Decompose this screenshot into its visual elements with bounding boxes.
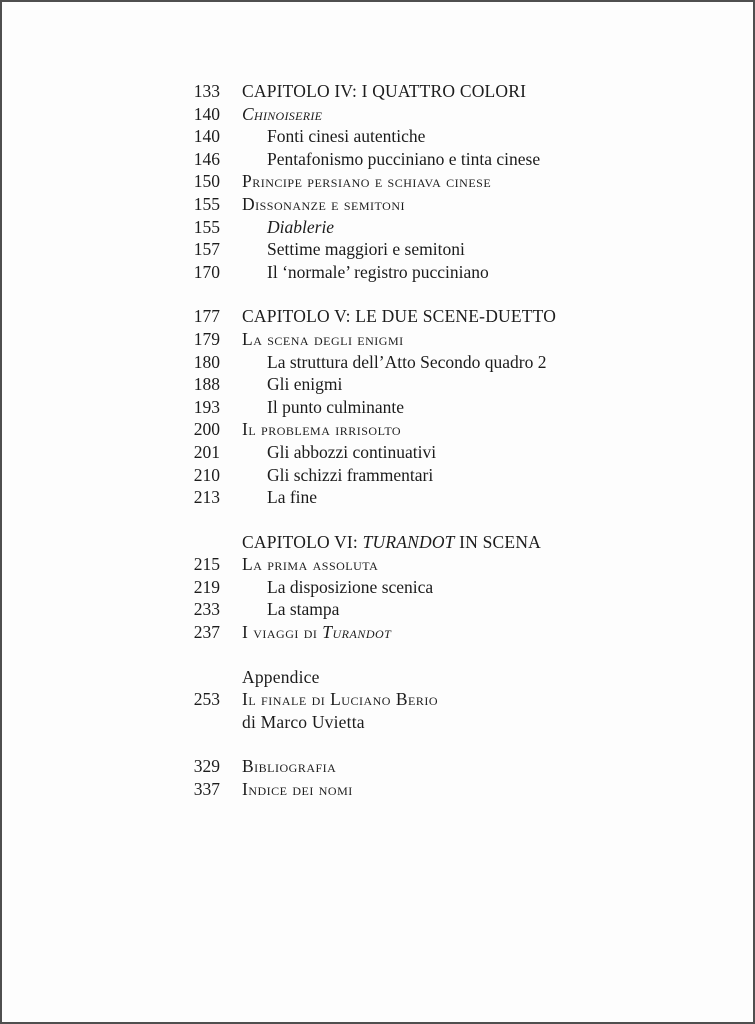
toc-row [152, 125, 753, 148]
toc-entry-title-part: Pentafonismo pucciniano e tinta cinese [267, 148, 541, 169]
toc-row [152, 755, 753, 778]
toc-entry-title [242, 396, 404, 419]
page-number: 177 [193, 306, 220, 327]
toc-entry-title-italic-part: Turandot [322, 622, 392, 643]
page-number: 233 [193, 599, 220, 620]
page-number: 219 [193, 576, 220, 597]
toc-row [152, 193, 753, 216]
toc-row [152, 576, 753, 599]
toc-row [152, 261, 753, 284]
toc-entry-title [242, 778, 353, 801]
toc-entry-title-part: Fonti cinesi autentiche [267, 126, 426, 147]
toc-section [152, 666, 753, 734]
page-number: 253 [193, 689, 220, 710]
toc-entry-title [242, 711, 365, 734]
toc-row [152, 531, 753, 554]
toc-row [152, 351, 753, 374]
toc-entry-title-part: I viaggi di [242, 622, 323, 643]
toc-entry-title-italic-part: Diablerie [267, 216, 335, 237]
toc-entry-title [242, 553, 378, 576]
toc-row [152, 621, 753, 644]
toc-entry-title-italic-part: TURANDOT [362, 531, 455, 552]
page-number: 150 [193, 171, 220, 192]
page-number: 140 [193, 126, 220, 147]
toc-row [152, 80, 753, 103]
toc-entry-title [242, 621, 391, 644]
toc-entry-title [242, 170, 491, 193]
toc-entry-title [242, 216, 334, 239]
toc-row [152, 778, 753, 801]
toc-entry-title-part: Gli schizzi frammentari [267, 464, 434, 485]
toc-entry-title-part: Indice dei nomi [242, 779, 353, 800]
toc-row [152, 666, 753, 689]
toc-entry-title-part: Gli enigmi [267, 374, 343, 395]
table-of-contents [2, 2, 753, 801]
toc-entry-title [242, 755, 336, 778]
toc-row [152, 486, 753, 509]
toc-entry-title [242, 688, 438, 711]
toc-entry-title [242, 598, 339, 621]
toc-entry-title [242, 464, 433, 487]
toc-entry-title [242, 576, 433, 599]
page-number: 200 [193, 419, 220, 440]
toc-row [152, 216, 753, 239]
toc-row [152, 598, 753, 621]
toc-entry-title-italic-part: Chinoiserie [242, 103, 323, 124]
page-number: 215 [193, 554, 220, 575]
toc-entry-title [242, 666, 320, 689]
toc-entry-title [242, 373, 342, 396]
toc-row [152, 441, 753, 464]
page-number: 155 [193, 193, 220, 214]
toc-entry-title [242, 148, 540, 171]
toc-row [152, 328, 753, 351]
toc-row [152, 103, 753, 126]
page-number: 170 [193, 261, 220, 282]
toc-entry-title [242, 103, 322, 126]
toc-entry-title-part: CAPITOLO VI: [242, 531, 363, 552]
toc-row [152, 396, 753, 419]
toc-row [152, 305, 753, 328]
toc-entry-title [242, 328, 404, 351]
page-number: 133 [193, 81, 220, 101]
toc-entry-title-part: La struttura dell’Atto Secondo quadro 2 [267, 351, 547, 372]
toc-entry-title-part: La scena degli enigmi [242, 328, 404, 349]
toc-row [152, 238, 753, 261]
toc-entry-title-part: Il finale di Luciano Berio [242, 689, 439, 710]
page-number: 337 [193, 779, 220, 800]
toc-section [152, 80, 753, 283]
page-number: 210 [193, 464, 220, 485]
toc-row [152, 373, 753, 396]
toc-entry-title-part: di Marco Uvietta [242, 711, 365, 732]
toc-row [152, 148, 753, 171]
toc-entry-title [242, 486, 317, 509]
toc-entry-title [242, 80, 526, 103]
toc-entry-title-part: La stampa [267, 599, 340, 620]
toc-row [152, 553, 753, 576]
toc-entry-title [242, 418, 401, 441]
toc-entry-title-part: CAPITOLO IV: I QUATTRO COLORI [242, 81, 527, 101]
toc-row [152, 688, 753, 711]
toc-entry-title-part: Il problema irrisolto [242, 419, 402, 440]
toc-entry-title [242, 531, 541, 554]
toc-section [152, 755, 753, 800]
toc-entry-title [242, 125, 425, 148]
page-number: 146 [193, 148, 220, 169]
page-number: 140 [193, 103, 220, 124]
toc-entry-title-part: CAPITOLO V: LE DUE SCENE-DUETTO [242, 306, 557, 327]
page-number: 237 [193, 622, 220, 643]
toc-entry-title-part: Il ‘normale’ registro pucciniano [267, 261, 489, 282]
toc-entry-title [242, 261, 489, 284]
toc-entry-title [242, 193, 405, 216]
toc-entry-title-part: IN SCENA [454, 531, 541, 552]
toc-entry-title [242, 441, 436, 464]
toc-row [152, 464, 753, 487]
toc-section [152, 531, 753, 644]
toc-entry-title-part: Il punto culminante [267, 396, 405, 417]
toc-entry-title-part: Principe persiano e schiava cinese [242, 171, 492, 192]
toc-entry-title-part: Gli abbozzi continuativi [267, 441, 437, 462]
page-number: 157 [193, 239, 220, 260]
toc-entry-title-part: Dissonanze e semitoni [242, 193, 405, 214]
toc-entry-title-part: La prima assoluta [242, 554, 379, 575]
toc-entry-title-part: La disposizione scenica [267, 576, 434, 597]
toc-entry-title-part: Settime maggiori e semitoni [267, 239, 465, 260]
toc-section [152, 305, 753, 508]
page-number: 180 [193, 351, 220, 372]
page-number: 155 [193, 216, 220, 237]
toc-row [152, 170, 753, 193]
page-number: 193 [193, 396, 220, 417]
toc-entry-title [242, 238, 465, 261]
page-number: 201 [193, 441, 220, 462]
toc-entry-title-part: La fine [267, 487, 318, 508]
toc-row [152, 711, 753, 734]
toc-entry-title-part: Appendice [242, 666, 320, 687]
page-number: 188 [193, 374, 220, 395]
page-number: 213 [193, 487, 220, 508]
toc-entry-title [242, 305, 556, 328]
toc-entry-title [242, 351, 546, 374]
toc-row [152, 418, 753, 441]
page-number: 329 [193, 756, 220, 777]
toc-entry-title-part: Bibliografia [242, 756, 337, 777]
page-number: 179 [193, 328, 220, 349]
